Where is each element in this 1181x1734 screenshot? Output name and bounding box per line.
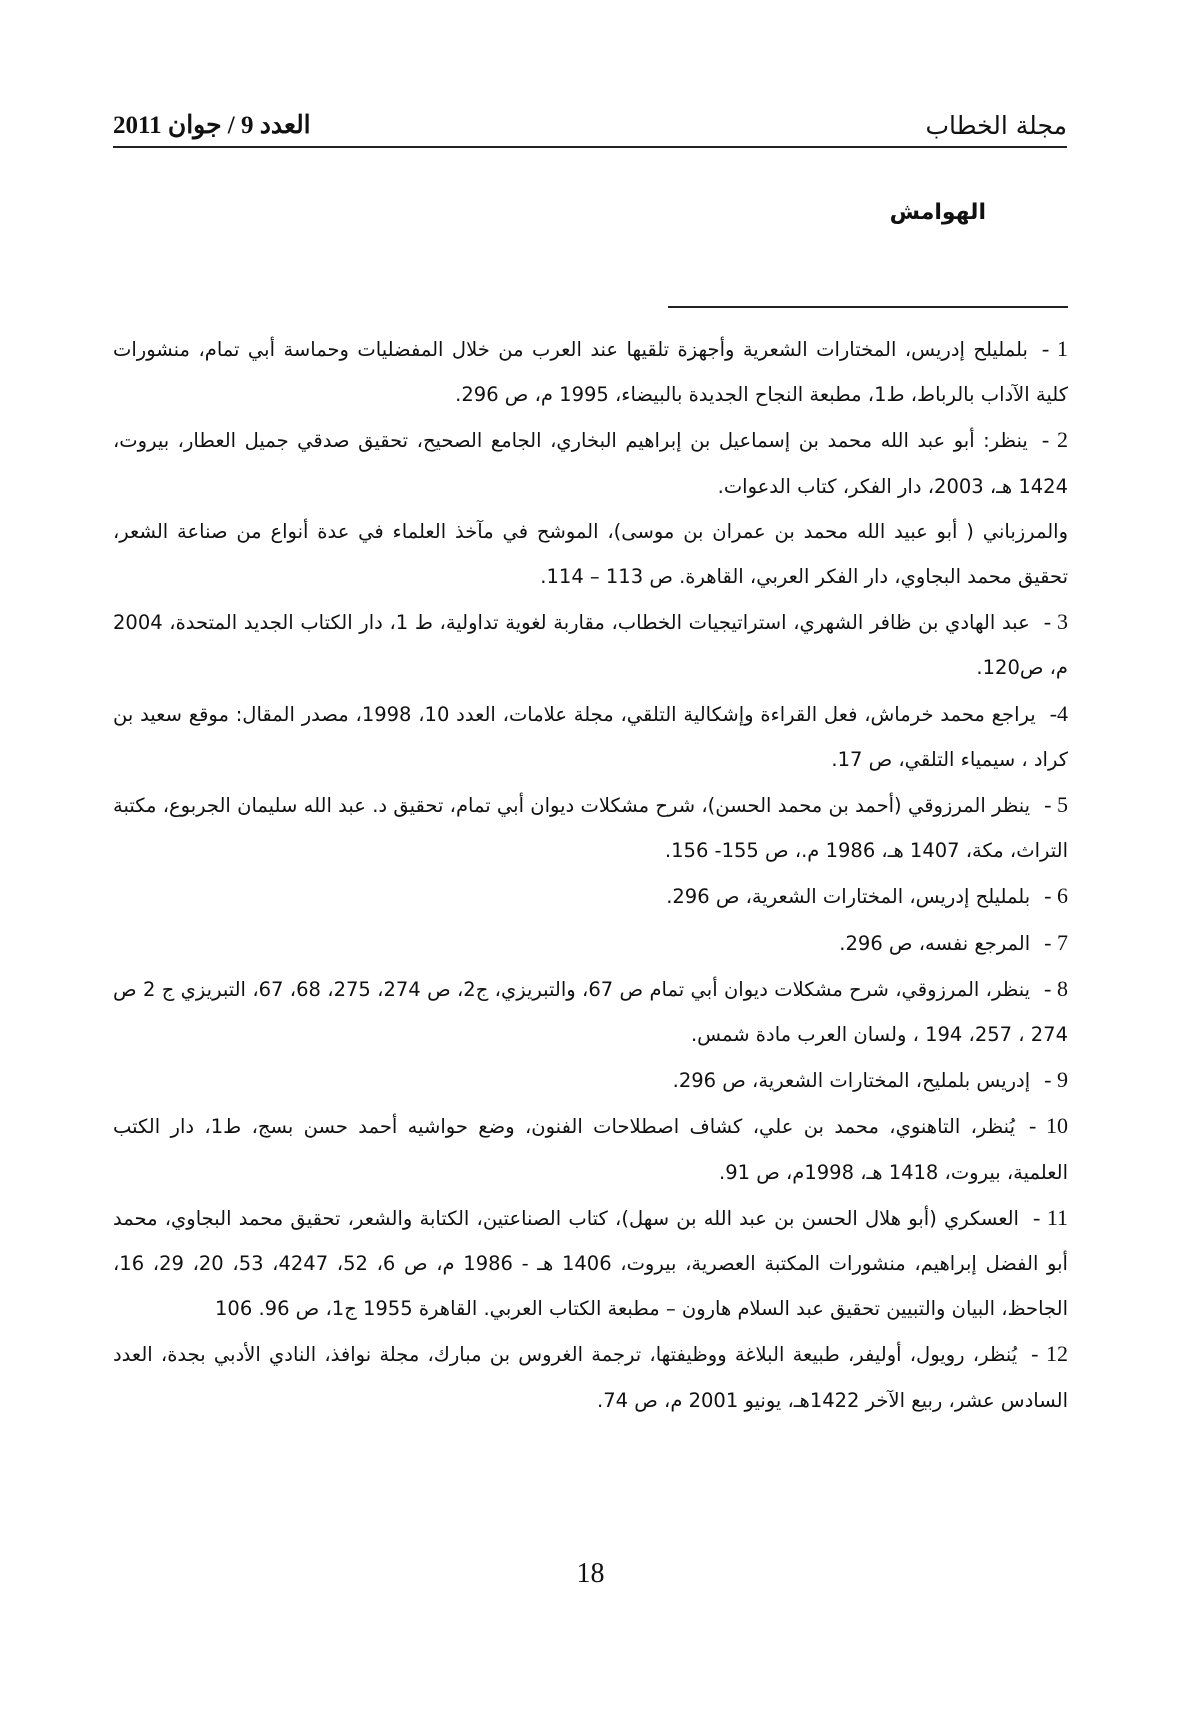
- footnote-number: 4-: [1049, 700, 1069, 726]
- footnote-8: [113, 966, 1068, 1057]
- footnote-3: [113, 599, 1068, 690]
- page-number: 18: [576, 1558, 605, 1589]
- footnote-text: بلمليلح إدريس، المختارات الشعرية وأجهزة تلقيها عند العرب من خلال المفضليات وحماسة أبي تمام، منشورات كلية الآداب بالرباط، ط1، مطبعة النجاح الجديدة بالبيضاء، 1995 م، ص 296.: [113, 338, 1068, 407]
- footnotes-list: [113, 326, 1068, 1423]
- footnote-6: [113, 873, 1068, 919]
- footnote-10: [113, 1103, 1068, 1194]
- footnote-text: والمرزباني ( أبو عبيد الله محمد بن عمران بن موسى)، الموشح في مآخذ العلماء في عدة أنواع من صناعة الشعر، تحقيق محمد البجاوي، دار الفكر العربي، القاهرة. ص 113 – 114.: [113, 519, 1068, 589]
- footnote-number: 12 -: [1031, 1341, 1069, 1367]
- footnote-5: [113, 782, 1068, 873]
- footnote-number: 6 -: [1044, 883, 1068, 909]
- footnote-2-continued: [113, 509, 1068, 599]
- section-title: الهوامش: [889, 200, 986, 225]
- page-header: [113, 98, 1067, 148]
- footnote-text: إدريس بلمليح، المختارات الشعرية، ص 296.: [672, 1069, 1031, 1093]
- footnote-text: يُنظر، التاهنوي، محمد بن علي، كشاف اصطلاحات الفنون، وضع حواشيه أحمد حسن بسج، ط1، دار الكتب العلمية، بيروت، 1418 هـ، 1998م، ص 91.: [113, 1115, 1068, 1184]
- issue-info: العدد 9 / جوان 2011: [113, 112, 311, 139]
- footnote-text: عبد الهادي بن ظافر الشهري، استراتيجيات الخطاب، مقاربة لغوية تداولية، ط 1، دار الكتاب الجديد المتحدة، 2004 م، ص120.: [113, 611, 1068, 680]
- footnote-separator: [668, 306, 1068, 308]
- footnote-12: [113, 1331, 1068, 1422]
- footnote-number: 1 -: [1041, 336, 1069, 361]
- footnote-11: [113, 1195, 1068, 1332]
- footnote-number: 8 -: [1044, 975, 1068, 1001]
- footnote-text: يُنظر، رويول، أوليفر، طبيعة البلاغة ووظيفتها، ترجمة الغروس بن مبارك، مجلة نوافذ، النادي الأدبي بجدة، العدد السادس عشر، ربيع الآخر 1422هـ، يونيو 2001 م، ص 74.: [113, 1343, 1068, 1412]
- footnote-text: ينظر، المرزوقي، شرح مشكلات ديوان أبي تمام ص 67، والتبريزي، ج2، ص 274، 275، 68، 67، التبريزي ج 2 ص 274 ، 257، 194 ، ولسان العرب مادة شمس.: [113, 977, 1068, 1047]
- footnote-number: 2 -: [1041, 427, 1069, 453]
- footnote-4: [113, 691, 1068, 782]
- footnote-number: 11 -: [1032, 1204, 1069, 1230]
- footnote-number: 10 -: [1029, 1113, 1069, 1139]
- footnote-text: ينظر: أبو عبد الله محمد بن إسماعيل بن إبراهيم البخاري، الجامع الصحيح، تحقيق صدقي جميل العطار، بيروت، 1424 هـ، 2003، دار الفكر، كتاب الدعوات.: [113, 429, 1068, 498]
- footnote-number: 5 -: [1044, 792, 1068, 818]
- footnote-text: العسكري (أبو هلال الحسن بن عبد الله بن سهل)، كتاب الصناعتين، الكتابة والشعر، تحقيق محمد البجاوي، محمد أبو الفضل إبراهيم، منشورات المكتبة العصرية، بيروت، 1406 هـ - 1986 م، ص 6، 52، 4247، 53، 20، 29، 16، الجاحظ، البيان والتبيين تحقيق عبد السلام هارون – مطبعة الكتاب العربي. القاهرة 1955 ج1، ص 96. 106: [113, 1206, 1068, 1321]
- footnote-text: بلمليلح إدريس، المختارات الشعرية، ص 296.: [666, 885, 1031, 909]
- footnote-7: [113, 920, 1068, 966]
- footnote-number: 7 -: [1044, 929, 1068, 955]
- journal-name: مجلة الخطاب: [925, 111, 1067, 140]
- footnote-text: ينظر المرزوقي (أحمد بن محمد الحسن)، شرح مشكلات ديوان أبي تمام، تحقيق د. عبد الله سليمان الجربوع، مكتبة التراث، مكة، 1407 هـ، 1986 م.، ص 155- 156.: [113, 794, 1068, 863]
- footnote-2: [113, 417, 1068, 508]
- footnote-9: [113, 1057, 1068, 1103]
- footnote-number: 3 -: [1043, 609, 1068, 635]
- footnote-text: يراجع محمد خرماش، فعل القراءة وإشكالية التلقي، مجلة علامات، العدد 10، 1998، مصدر المقال: موقع سعيد بن كراد ، سيمياء التلقي، ص 17.: [113, 702, 1068, 771]
- footnote-number: 9 -: [1044, 1067, 1068, 1093]
- footnote-text: المرجع نفسه، ص 296.: [839, 931, 1031, 955]
- footnote-1: [113, 326, 1068, 417]
